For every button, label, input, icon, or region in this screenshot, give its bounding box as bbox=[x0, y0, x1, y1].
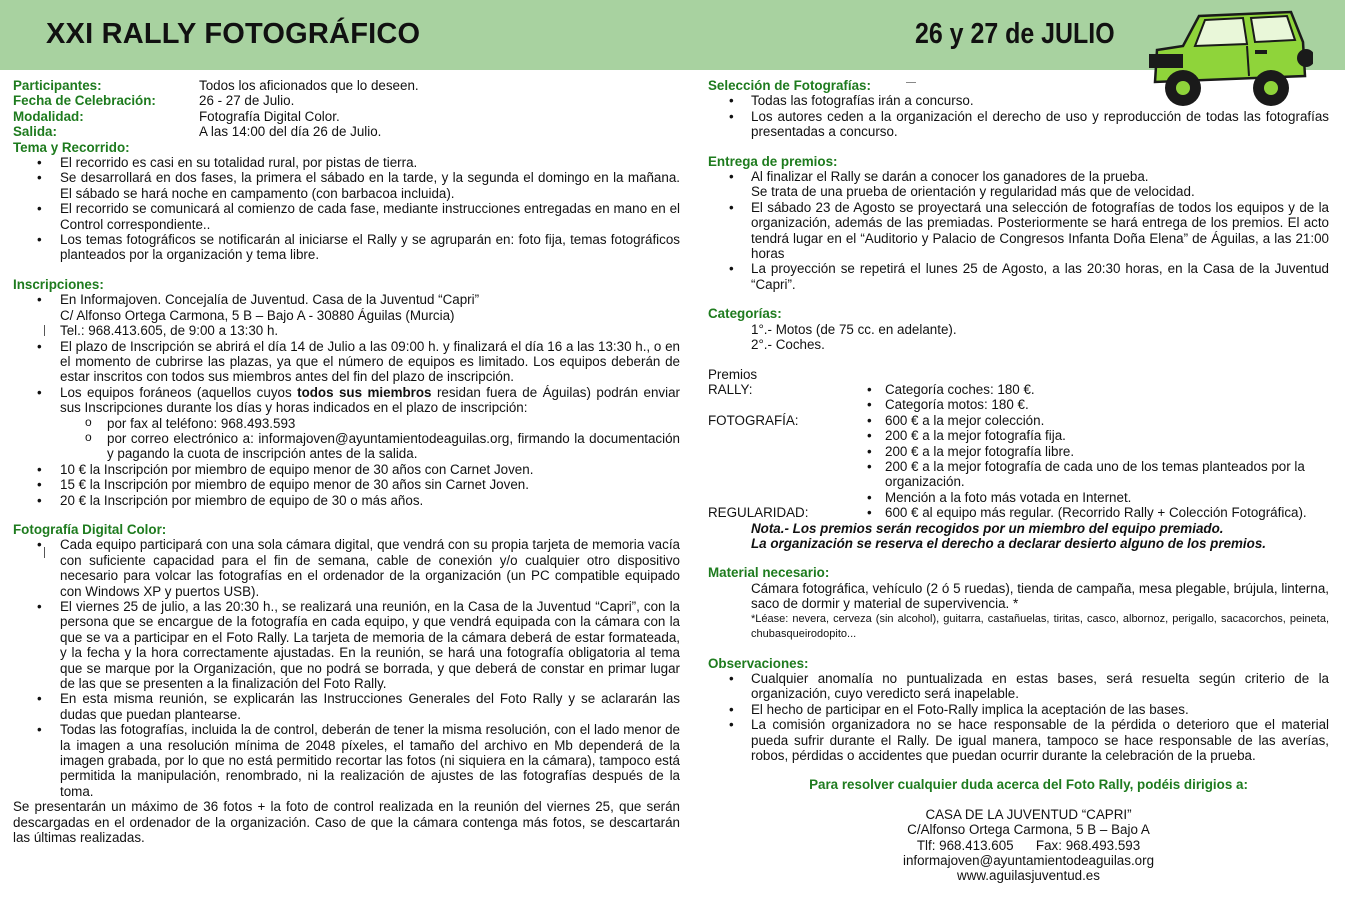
section-heading: Selección de Fotografías: bbox=[708, 78, 871, 93]
spacer bbox=[708, 551, 1329, 565]
event-date: 26 y 27 de JULIO bbox=[915, 18, 1115, 50]
section-heading: Observaciones: bbox=[708, 655, 809, 671]
info-row: Modalidad: Fotografía Digital Color. bbox=[13, 108, 340, 124]
sub-list-item: o por correo electrónico a: informajoven@ayuntamientodeaguilas.org, firmando la documentación y pagando la cuota de inscripción antes de la salida. bbox=[13, 431, 680, 462]
paragraph: Cámara fotográfica, vehículo (2 ó 5 ruedas), tienda de campaña, mesa plegable, brújula, linterna, saco de dormir y material de supervivencia. * bbox=[751, 580, 1329, 612]
list-item: • La proyección se repetirá el lunes 25 de Agosto, a las 20:30 horas, en la Casa de la Juventud “Capri”. bbox=[708, 261, 1329, 292]
contact-website[interactable]: www.aguilasjuventud.es bbox=[957, 868, 1100, 884]
section-heading: Inscripciones: bbox=[13, 276, 104, 292]
list-item: • Cualquier anomalía no puntualizada en estas bases, será resuelta según criterio de la organización, cuyo veredicto será inapelable. bbox=[708, 671, 1329, 702]
list-item: • El hecho de participar en el Foto-Rally implica la aceptación de las bases. bbox=[708, 702, 1329, 717]
contact-prompt: Para resolver cualquier duda acerca del Foto Rally, podéis dirigios a: bbox=[809, 777, 1248, 793]
list-item: • La comisión organizadora no se hace responsable de la pérdida o deterioro que el material pueda sufrir durante el Rally. De igual manera, tampoco se hace responsable de las averías, robos, pérdidas o accidentes que puedan ocurrir durante la celebración de la prueba. bbox=[708, 717, 1329, 763]
spacer bbox=[708, 642, 1329, 656]
section-heading: Entrega de premios: bbox=[708, 153, 838, 169]
list-item: • El recorrido es casi en su totalidad rural, por pistas de tierra. bbox=[13, 155, 680, 170]
list-item: • 20 € la Inscripción por miembro de equipo de 30 o más años. bbox=[13, 493, 680, 508]
category-item: 1°.- Motos (de 75 cc. en adelante). bbox=[751, 321, 957, 337]
paragraph: Se presentarán un máximo de 36 fotos + la foto de control realizada en la reunión del viernes 25, que serán descargadas en el ordenador de la organización. Caso de que la cámara contenga más fotos, se descartarán las últimas realizadas. bbox=[13, 799, 680, 846]
list-item: • El recorrido se comunicará al comienzo de cada fase, mediante instrucciones entregadas en mano en el Control correspondiente.. bbox=[13, 201, 680, 232]
spacer bbox=[708, 292, 1329, 306]
list-item: • 10 € la Inscripción por miembro de equipo menor de 30 años con Carnet Joven. bbox=[13, 462, 680, 477]
list-item: • Cada equipo participará con una sola cámara digital, que vendrá con su propia tarjeta de memoria vacía con suficiente capacidad para el fin de semana, cable de conexión y/o cualquier otro dispositivo necesario para volcar las fotografías en el ordenador de la organización (un PC compatible equipado con Windows XP y puertos USB). bbox=[13, 537, 680, 599]
sub-list-item: o por fax al teléfono: 968.493.593 bbox=[13, 416, 680, 431]
prize-row: RALLY: • Categoría coches: 180 €. bbox=[708, 382, 1329, 397]
list-item: • Al finalizar el Rally se darán a conocer los ganadores de la prueba. Se trata de una prueba de orientación y regularidad más que de velocidad. bbox=[708, 169, 1329, 200]
list-item: • En esta misma reunión, se explicarán las Instrucciones Generales del Foto Rally y se aclararán las dudas que puedan plantearse. bbox=[13, 691, 680, 722]
list-item: • El viernes 25 de julio, a las 20:30 h., se realizará una reunión, en la Casa de la Juventud “Capri”, con la persona que se encargue de la fotografía en cada equipo, y que vendrá equipada con la cámara con la que se va a participar en el Foto Rally. La tarjeta de memoria de la cámara deberá de estar formateada, y la fecha y la hora correctamente ajustadas. En la reunión, se hará una fotografía obligatoria al tema que se marque por la Organización, que no podrá se borrada, y que deberá de constar en primar lugar de las que se presenten a la finalización del Foto Rally. bbox=[13, 599, 680, 691]
section-heading: Categorías: bbox=[708, 306, 782, 322]
prizes-heading: Premios bbox=[708, 366, 758, 382]
spacer bbox=[708, 793, 1329, 807]
list-item: • Los autores ceden a la organización el derecho de uso y reproducción de todas las fotografías presentadas a concurso. bbox=[708, 109, 1329, 140]
list-item: • En Informajoven. Concejalía de Juventud. Casa de la Juventud “Capri” C/ Alfonso Ortega Carmona, 5 B – Bajo A - 30880 Águilas (Murcia) Tel.: 968.413.605, de 9:00 a 13:30 h. bbox=[13, 292, 680, 338]
category-item: 2°.- Coches. bbox=[751, 337, 825, 353]
left-column bbox=[13, 78, 680, 846]
prizes-note: La organización se reserva el derecho a declarar desierto alguno de los premios. bbox=[751, 535, 1266, 551]
contact-email[interactable]: informajoven@ayuntamientodeaguilas.org bbox=[902, 853, 1155, 869]
section-heading: Material necesario: bbox=[708, 565, 830, 581]
info-row: Participantes: Todos los aficionados que lo deseen. bbox=[13, 78, 419, 93]
list-item: • Se desarrollará en dos fases, la primera el sábado en la tarde, y la segunda el domingo en la mañana. El sábado se hará noche en campamento (con barbacoa incluida). bbox=[13, 170, 680, 201]
page-title: XXI RALLY FOTOGRÁFICO bbox=[46, 18, 421, 50]
spacer bbox=[708, 763, 1329, 777]
contact-address: C/Alfonso Ortega Carmona, 5 B – Bajo A bbox=[907, 822, 1150, 838]
prize-row: REGULARIDAD: • 600 € al equipo más regular. (Recorrido Rally + Colección Fotográfica). bbox=[708, 505, 1329, 520]
spacer bbox=[13, 263, 680, 277]
list-item: • Los equipos foráneos (aquellos cuyos todos sus miembros residan fuera de Águilas) podrán enviar sus Inscripciones durante los días y horas indicados en el plazo de inscripción: bbox=[13, 385, 680, 416]
list-item: • 15 € la Inscripción por miembro de equipo menor de 30 años sin Carnet Joven. bbox=[13, 477, 680, 492]
list-item: • El plazo de Inscripción se abrirá el día 14 de Julio a las 09:00 h. y finalizará el día 16 a las 13:30 h., o en el momento de cubrirse las plazas, ya que el número de equipos es limitado. Los equipos deberán de estar inscritos con todos sus miembros antes del fin del plazo de inscripción. bbox=[13, 339, 680, 385]
prize-row: • Categoría motos: 180 €. bbox=[708, 397, 1329, 412]
prize-row: FOTOGRAFÍA: • 600 € a la mejor colección. bbox=[708, 413, 1329, 428]
prize-row: • Mención a la foto más votada en Internet. bbox=[708, 490, 1329, 505]
spacer bbox=[13, 508, 680, 522]
list-item: • Los temas fotográficos se notificarán al iniciarse el Rally y se agruparán en: foto fija, temas fotográficos planteados por la organización y tema libre. bbox=[13, 232, 680, 263]
list-item: • Todas las fotografías, incluida la de control, deberán de tener la misma resolución, con el lado menor de la imagen a una resolución mínima de 2048 píxeles, el tamaño del archivo en Mb dependerá de la imagen grabada, por lo que no está permitido recortar las fotos (ni siquiera en la cámara), tampoco está permitida la manipulación, renombrado, ni la realización de ajustes de las fotografías después de la toma. bbox=[13, 722, 680, 799]
list-item: • El sábado 23 de Agosto se proyectará una selección de fotografías de todos los equipos y de la organización, además de las premiadas. Posteriormente se hará entrega de los premios. El acto tendrá lugar en el “Auditorio y Palacio de Congresos Infanta Doña Elena” de Águilas, a las 21:00 horas bbox=[708, 200, 1329, 262]
prize-row: • 200 € a la mejor fotografía libre. bbox=[708, 444, 1329, 459]
contact-name: CASA DE LA JUVENTUD “CAPRI” bbox=[925, 806, 1132, 822]
list-item: • Todas las fotografías irán a concurso. bbox=[708, 93, 1329, 108]
right-column bbox=[708, 78, 1329, 884]
prizes-note: Nota.- Los premios serán recogidos por un miembro del equipo premiado. bbox=[751, 520, 1224, 536]
info-row: Fecha de Celebración: 26 - 27 de Julio. bbox=[13, 93, 295, 109]
section-heading: Tema y Recorrido: bbox=[13, 139, 130, 155]
prize-row: • 200 € a la mejor fotografía fija. bbox=[708, 428, 1329, 443]
info-row: Salida: A las 14:00 del día 26 de Julio. bbox=[13, 124, 382, 140]
spacer bbox=[708, 140, 1329, 154]
footnote: *Léase: nevera, cerveza (sin alcohol), guitarra, castañuelas, tiritas, casco, albornoz, perigallo, sacacorchos, peineta, chubasqueirodopito... bbox=[751, 612, 1329, 640]
contact-phones: Tlf: 968.413.605 Fax: 968.493.593 bbox=[916, 837, 1141, 853]
section-heading: Fotografía Digital Color: bbox=[13, 521, 167, 537]
prize-row: • 200 € a la mejor fotografía de cada uno de los temas planteados por la organización. bbox=[708, 459, 1329, 490]
spacer bbox=[708, 353, 1329, 367]
